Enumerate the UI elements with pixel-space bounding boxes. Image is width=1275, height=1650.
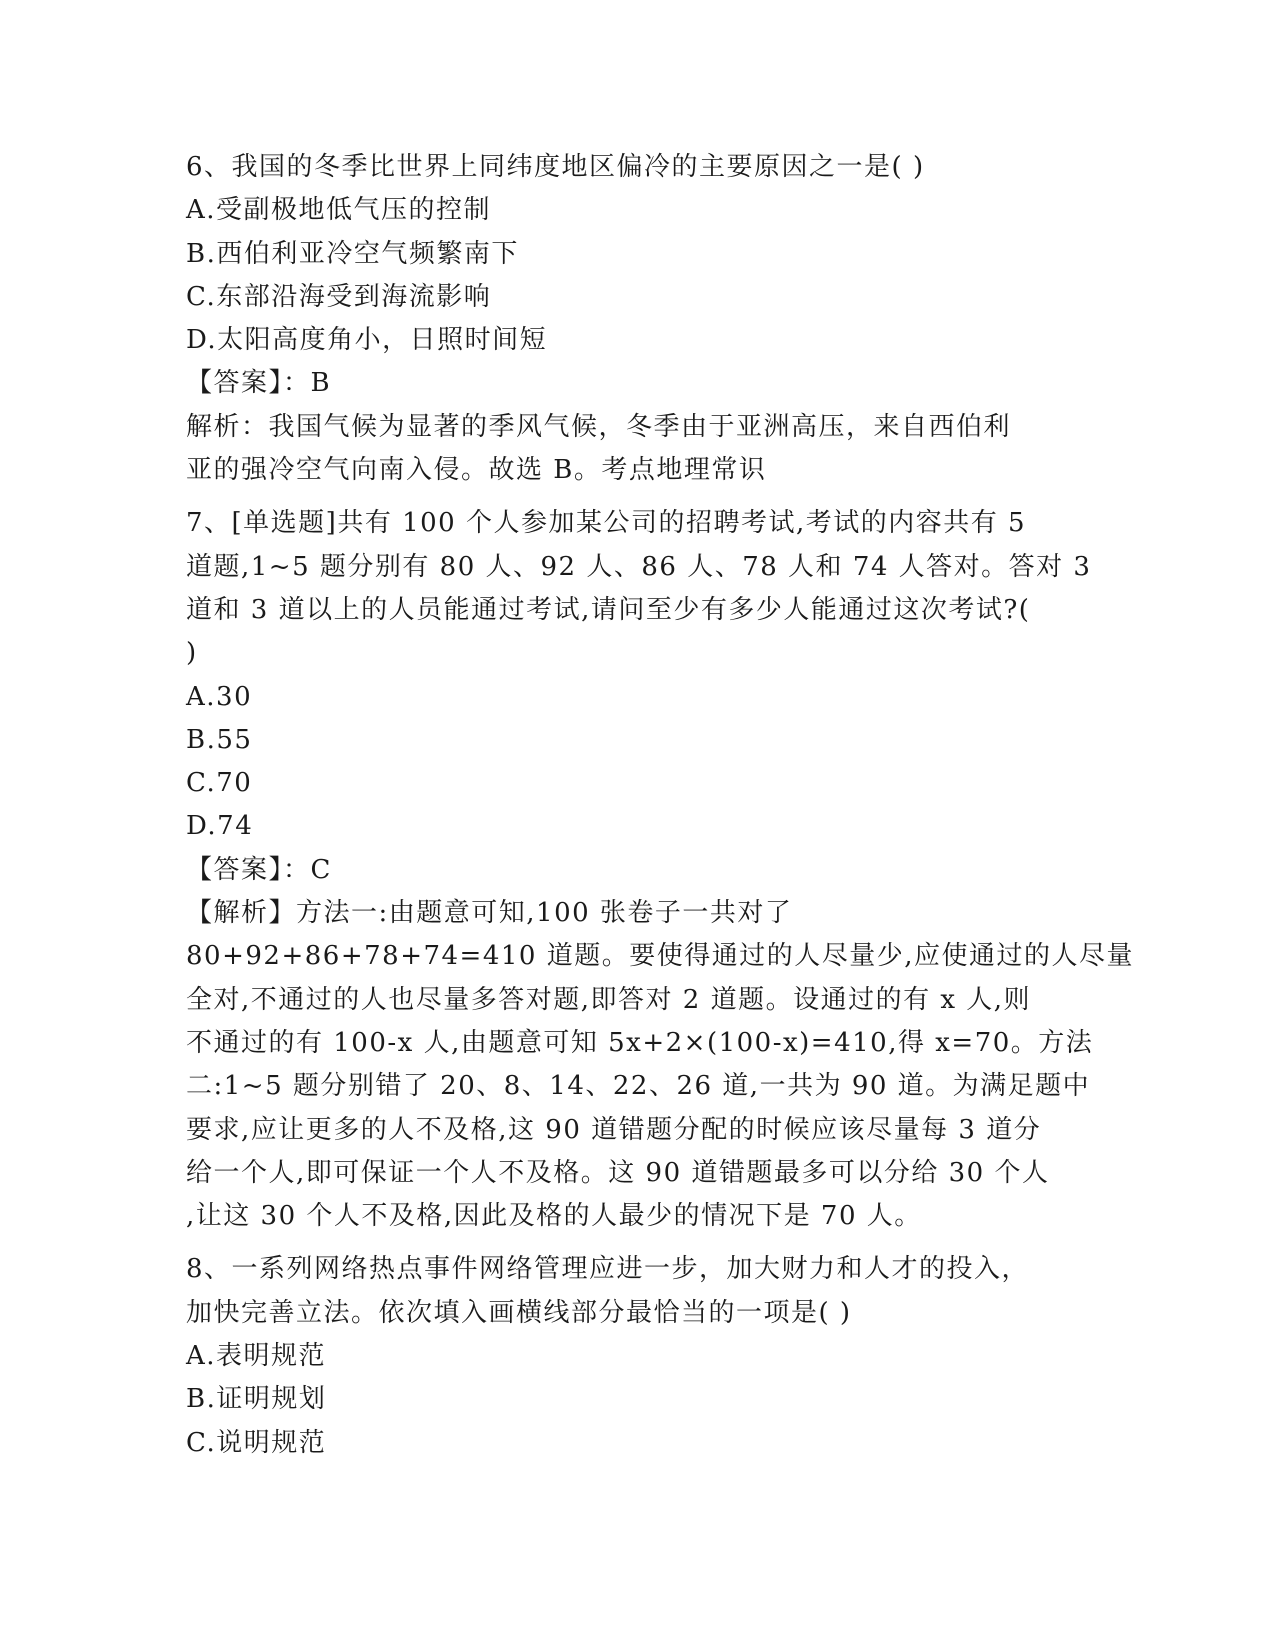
question-stem: 道和 3 道以上的人员能通过考试,请问至少有多少人能通过这次考试?(	[186, 594, 1031, 625]
question-8	[186, 1248, 1086, 1464]
analysis-line: ,让这 30 个人不及格,因此及格的人最少的情况下是 70 人。	[186, 1201, 922, 1232]
analysis-line: 要求,应让更多的人不及格,这 90 道错题分配的时候应该尽量每 3 道分	[186, 1114, 1042, 1145]
option-d: D.太阳高度角小，日照时间短	[186, 325, 548, 356]
analysis-line: 解析：我国气候为显著的季风气候，冬季由于亚洲高压，来自西伯利	[186, 411, 1012, 442]
option-b: B.55	[186, 724, 253, 755]
question-stem: 道题,1~5 题分别有 80 人、92 人、86 人、78 人和 74 人答对。答对 3	[186, 551, 1092, 582]
question-stem: 加快完善立法。依次填入画横线部分最恰当的一项是( )	[186, 1297, 852, 1328]
option-c: C.说明规范	[186, 1427, 327, 1458]
question-stem: 6、我国的冬季比世界上同纬度地区偏冷的主要原因之一是( )	[186, 152, 925, 182]
document-content	[186, 146, 1135, 1465]
option-b: B.证明规划	[186, 1384, 327, 1415]
option-a: A.30	[186, 681, 253, 712]
question-stem: )	[186, 638, 198, 669]
analysis-line: 亚的强冷空气向南入侵。故选 B。考点地理常识	[186, 455, 767, 486]
question-6	[186, 146, 1086, 492]
analysis-line: 不通过的有 100-x 人,由题意可知 5x+2×(100-x)=410,得 x=70。方法	[186, 1027, 1094, 1058]
question-7	[186, 502, 1135, 1238]
option-b: B.西伯利亚冷空气频繁南下	[186, 238, 519, 269]
analysis-line: 80+92+86+78+74=410 道题。要使得通过的人尽量少,应使通过的人尽量	[186, 941, 1135, 972]
answer-line: 【答案】：C	[186, 854, 332, 885]
option-c: C.70	[186, 768, 253, 799]
question-stem: 7、[单选题]共有 100 个人参加某公司的招聘考试,考试的内容共有 5	[186, 508, 1027, 539]
answer-line: 【答案】：B	[186, 368, 332, 399]
option-a: A.受副极地低气压的控制	[186, 195, 492, 226]
option-c: C.东部沿海受到海流影响	[186, 281, 492, 312]
analysis-line: 二:1~5 题分别错了 20、8、14、22、26 道,一共为 90 道。为满足题中	[186, 1071, 1091, 1102]
analysis-line: 【解析】方法一:由题意可知,100 张卷子一共对了	[186, 898, 793, 929]
option-a: A.表明规范	[186, 1341, 327, 1372]
option-d: D.74	[186, 811, 254, 842]
analysis-line: 全对,不通过的人也尽量多答对题,即答对 2 道题。设通过的有 x 人,则	[186, 984, 1032, 1015]
analysis-line: 给一个人,即可保证一个人不及格。这 90 道错题最多可以分给 30 个人	[186, 1157, 1050, 1188]
question-stem: 8、一系列网络热点事件网络管理应进一步，加大财力和人才的投入，	[186, 1254, 1030, 1285]
